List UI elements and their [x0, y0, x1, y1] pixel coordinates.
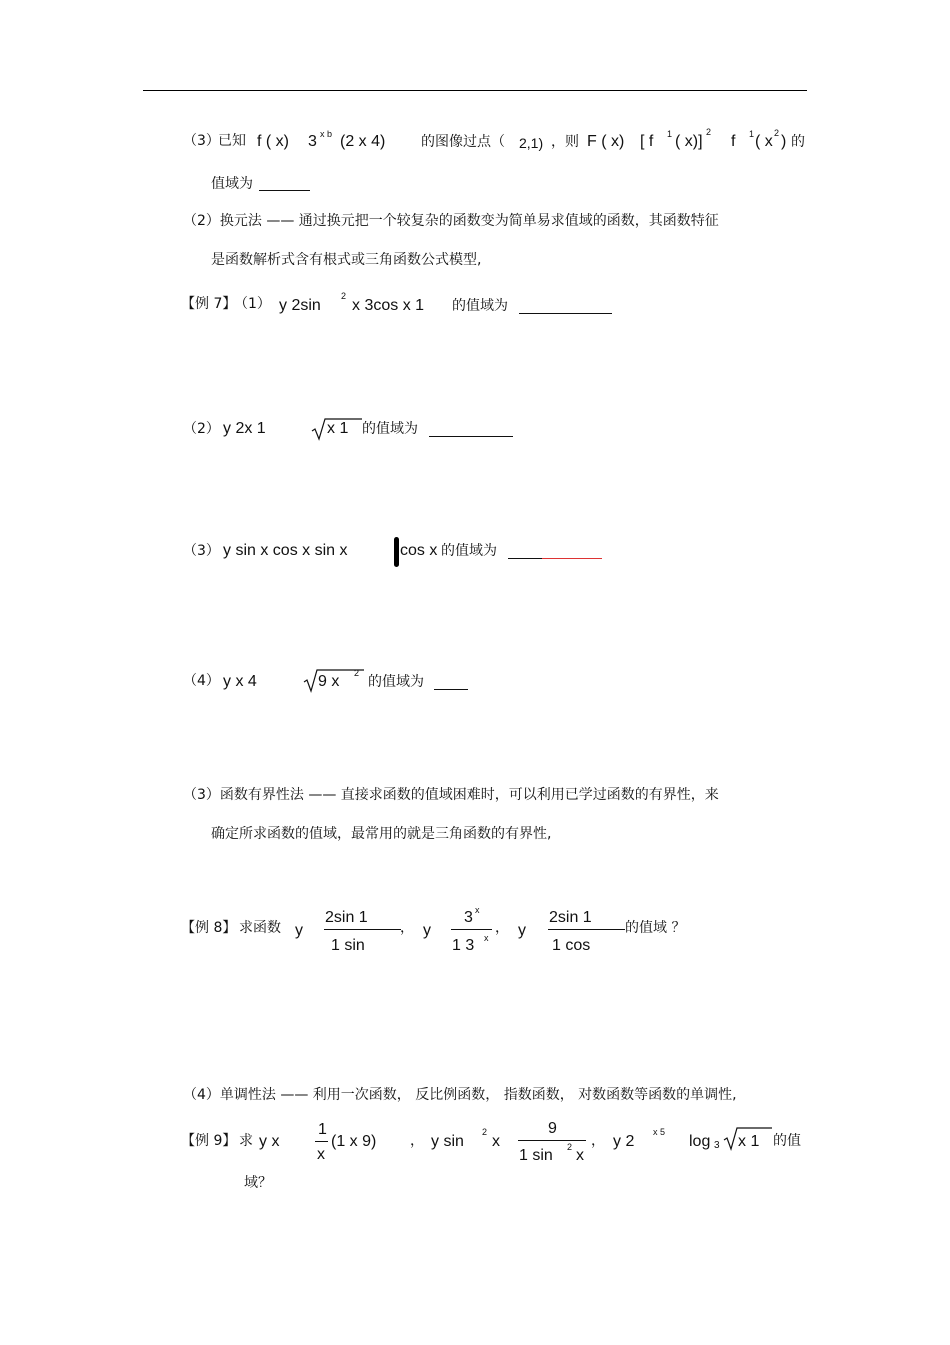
exponent: 2 — [567, 1142, 573, 1152]
formula: x — [492, 1133, 500, 1150]
fraction-bar — [324, 929, 401, 930]
item-number: （3） — [183, 543, 220, 559]
text: 的值域为 — [441, 543, 497, 559]
formula: [ f — [640, 133, 654, 150]
text: 求 — [239, 1133, 253, 1149]
item-number: （2） — [183, 421, 220, 437]
text: 的值域为 — [362, 421, 418, 437]
formula: y — [518, 922, 526, 939]
section-2-title: （2）换元法 —— 通过换元把一个较复杂的函数变为简单易求值域的函数，其函数特征 — [183, 213, 719, 229]
text: 的值域为 — [452, 298, 508, 314]
answer-blank-red — [542, 558, 602, 559]
formula: cos x — [400, 542, 438, 559]
exponent: 2 — [354, 668, 360, 678]
section-2-desc: 是函数解析式含有根式或三角函数公式模型, — [211, 252, 482, 268]
answer-blank — [429, 436, 513, 437]
fraction-numerator: 3 — [464, 909, 473, 926]
exponent: 2 — [706, 127, 712, 137]
text: 的值 — [773, 1133, 801, 1149]
formula: ( x)] — [675, 133, 703, 150]
formula: x 3cos x 1 — [352, 297, 425, 314]
formula: y 2x 1 — [223, 420, 266, 437]
answer-blank — [434, 689, 468, 690]
section-3-title: （3）函数有界性法 —— 直接求函数的值域困难时，可以利用已学过函数的有界性，来 — [183, 787, 719, 803]
fraction-bar — [518, 1140, 586, 1141]
lead-text: 已知 — [218, 133, 246, 149]
fraction-numerator: 2sin 1 — [549, 909, 592, 926]
text: ，则 — [551, 134, 579, 150]
formula: 3 — [308, 133, 317, 150]
formula: y x — [259, 1133, 280, 1150]
formula: y — [423, 922, 431, 939]
fraction-numerator: 9 — [548, 1120, 557, 1137]
formula: F ( x) — [587, 133, 625, 150]
formula: y — [295, 922, 303, 939]
exponent: 2 — [341, 291, 347, 301]
answer-blank — [508, 558, 542, 559]
log-base: 3 — [714, 1140, 720, 1151]
formula: f ( x) — [257, 133, 289, 150]
formula: f — [731, 133, 736, 150]
text: 的值域 ？ — [625, 920, 686, 936]
item-number: （1） — [234, 296, 271, 312]
example-tag: 【例 9】 — [181, 1133, 237, 1149]
answer-blank — [519, 313, 612, 314]
answer-blank — [259, 190, 310, 191]
exponent: 1 — [749, 129, 755, 139]
formula: y 2 — [613, 1133, 635, 1150]
formula: y sin x cos x sin x — [223, 542, 348, 559]
fraction-denominator: 1 3 — [452, 937, 475, 954]
section-3-desc: 确定所求函数的值域，最常用的就是三角函数的有界性, — [211, 826, 552, 842]
formula: log — [689, 1133, 711, 1150]
ink-mark — [394, 537, 399, 567]
fraction-numerator: 2sin 1 — [325, 909, 368, 926]
fraction-denominator: x — [317, 1146, 325, 1163]
fraction-denominator: 1 sin — [519, 1147, 553, 1164]
exponent: 2 — [774, 128, 780, 138]
fraction-bar — [548, 929, 625, 930]
text: 求函数 — [239, 920, 281, 936]
formula: y sin — [431, 1133, 464, 1150]
radicand: x 1 — [327, 420, 349, 437]
fraction-denominator: x — [576, 1147, 584, 1164]
section-4-title: （4）单调性法 —— 利用一次函数， 反比例函数， 指数函数， 对数函数等函数的单调性, — [183, 1087, 737, 1103]
fraction-denominator: 1 sin — [331, 937, 365, 954]
example-tag: 【例 8】 — [181, 920, 237, 936]
formula: y x 4 — [223, 673, 257, 690]
radicand: x 1 — [738, 1133, 760, 1150]
text: 值域为 — [211, 176, 253, 192]
text: ， — [410, 1133, 424, 1149]
fraction-bar — [451, 929, 492, 930]
fraction-bar — [315, 1141, 328, 1142]
exponent: 1 — [667, 129, 673, 139]
fraction-numerator: 1 — [318, 1121, 327, 1138]
text: ， — [591, 1133, 605, 1149]
formula: ( x — [755, 133, 773, 150]
header-rule — [143, 90, 807, 91]
exponent: x — [475, 905, 480, 915]
exponent: 2 — [482, 1127, 488, 1137]
formula: y 2sin — [279, 297, 321, 314]
formula: (2 x 4) — [340, 133, 386, 150]
formula: (1 x 9) — [331, 1133, 377, 1150]
text: 的图像过点（ — [421, 134, 505, 150]
text: 的值域为 — [368, 674, 424, 690]
item-number: （3） — [183, 133, 220, 149]
exponent: x b — [320, 129, 333, 139]
text: ， — [495, 920, 509, 936]
text: 的 — [791, 134, 805, 150]
point: 2,1) — [519, 135, 544, 151]
radicand: 9 x — [318, 673, 340, 690]
formula: ) — [781, 133, 787, 150]
exponent: x 5 — [653, 1127, 666, 1137]
fraction-denominator: 1 cos — [552, 937, 591, 954]
example-tag: 【例 7】 — [181, 296, 237, 312]
item-number: （4） — [183, 673, 220, 689]
text: ， — [400, 920, 414, 936]
text: 域？ — [244, 1175, 272, 1191]
exponent: x — [484, 933, 489, 943]
